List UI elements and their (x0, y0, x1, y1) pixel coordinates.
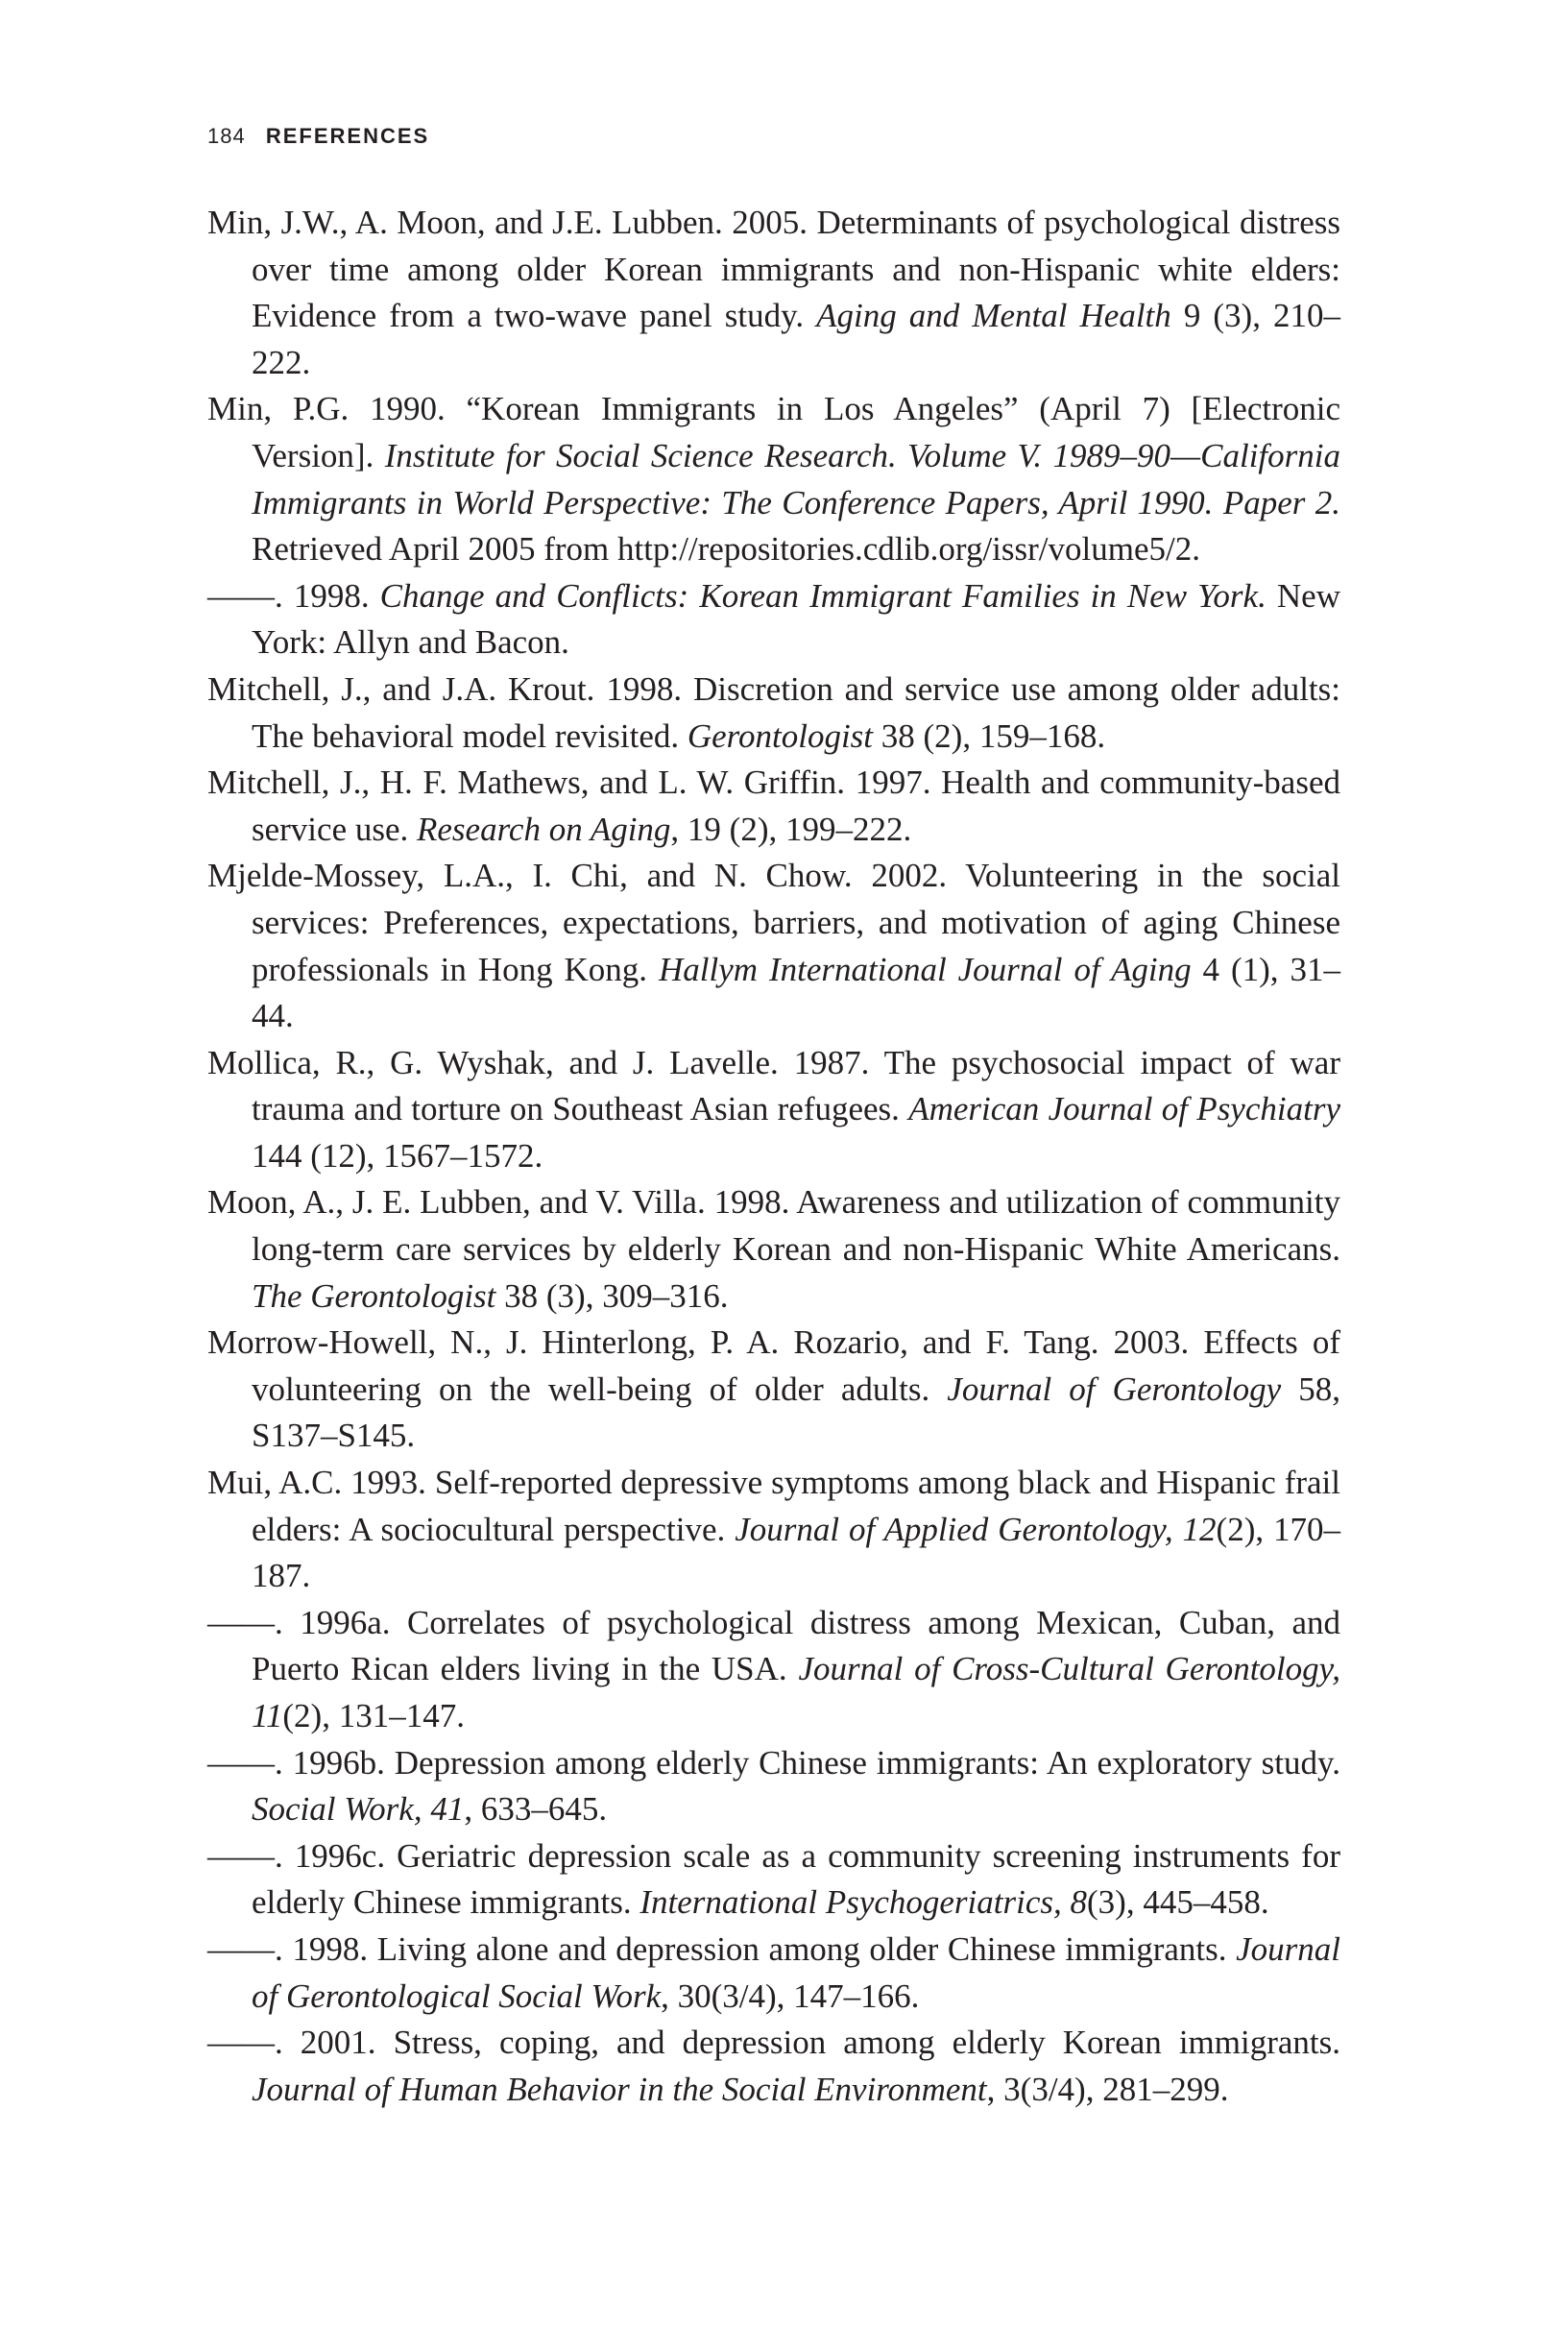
reference-text: ——. 1998. Living alone and depression among older Chinese immigrants. (207, 1929, 1237, 1968)
reference-source: Journal of Human Behavior in the Social Environment (252, 2070, 987, 2108)
reference-entry (207, 1320, 1340, 1460)
reference-details: , 3(3/4), 281–299. (986, 2070, 1229, 2108)
page-number: 184 (207, 124, 246, 148)
reference-details: Retrieved April 2005 from http://repositories.cdlib.org/issr/volume5/2. (252, 530, 1200, 569)
reference-entry (207, 1927, 1340, 2020)
reference-entry (207, 1460, 1340, 1600)
reference-source: Hallym International Journal of Aging (659, 950, 1192, 988)
reference-source: International Psychogeriatrics, 8 (639, 1883, 1088, 1922)
reference-text: ——. 2001. Stress, coping, and depression among elderly Korean immigrants. (207, 2024, 1340, 2062)
reference-source: Journal of Applied Gerontology, 12 (735, 1510, 1217, 1548)
reference-entry (207, 853, 1340, 1039)
reference-entry (207, 1600, 1340, 1740)
reference-source: Change and Conflicts: Korean Immigrant Families in New York. (379, 576, 1266, 615)
reference-source: The Gerontologist (252, 1276, 496, 1315)
reference-entry (207, 2020, 1340, 2113)
reference-details: 4 (1), 31–44. (252, 950, 1341, 1035)
running-head (207, 124, 429, 149)
reference-entry (207, 386, 1340, 572)
reference-text: ——. 1996b. Depression among elderly Chinese immigrants: An exploratory study. (207, 1743, 1340, 1782)
reference-details: , 19 (2), 199–222. (670, 810, 912, 848)
reference-entry (207, 200, 1340, 386)
reference-details: 38 (3), 309–316. (495, 1276, 729, 1315)
reference-text: Mollica, R., G. Wyshak, and J. Lavelle. 1987. The psychosocial impact of war trauma and torture on Southeast Asian refugees. (207, 1043, 1340, 1128)
reference-source: Institute for Social Science Research. Volume V. 1989–90—California Immigrants in World Perspective: The Conference Papers, April 1990. Paper 2. (252, 436, 1340, 521)
reference-details: (2), 170–187. (252, 1510, 1341, 1595)
reference-source: Research on Aging (417, 810, 671, 848)
reference-list (207, 200, 1340, 2113)
reference-text: ——. 1998. (207, 576, 380, 615)
reference-text: ——. 1996c. Geriatric depression scale as a community screening instruments for elderly Chinese immigrants. (207, 1836, 1340, 1922)
reference-entry (207, 667, 1340, 760)
reference-source: Aging and Mental Health (816, 297, 1171, 335)
reference-details: 9 (3), 210–222. (252, 297, 1340, 381)
reference-source: Journal of Gerontology (947, 1370, 1282, 1408)
reference-text: ——. 1996a. Correlates of psychological distress among Mexican, Cuban, and Puerto Rican elders living in the USA. (207, 1603, 1340, 1688)
reference-text: Mui, A.C. 1993. Self-reported depressive symptoms among black and Hispanic frail elders: A sociocultural perspective. (207, 1464, 1340, 1548)
reference-details: , 633–645. (464, 1790, 608, 1829)
reference-details: 144 (12), 1567–1572. (252, 1136, 543, 1175)
reference-text: Morrow-Howell, N., J. Hinterlong, P. A. Rozario, and F. Tang. 2003. Effects of volunteering on the well-being of older adults. (207, 1323, 1340, 1408)
reference-source: Gerontologist (687, 716, 874, 755)
reference-text: Mitchell, J., H. F. Mathews, and L. W. Griffin. 1997. Health and community-based service use. (207, 764, 1340, 848)
reference-text: Min, P.G. 1990. “Korean Immigrants in Los Angeles” (April 7) [Electronic Version]. (207, 390, 1340, 474)
reference-details: 38 (2), 159–168. (873, 716, 1106, 755)
reference-text: Moon, A., J. E. Lubben, and V. Villa. 1998. Awareness and utilization of community long-term care services by elderly Korean and non-Hispanic White Americans. (207, 1183, 1340, 1269)
reference-entry (207, 1833, 1340, 1927)
reference-details: 58, S137–S145. (252, 1370, 1340, 1455)
reference-entry (207, 573, 1340, 667)
reference-source: Social Work, 41 (252, 1790, 465, 1829)
reference-entry (207, 1740, 1340, 1833)
reference-source: Journal of Gerontological Social Work (252, 1929, 1340, 2015)
reference-source: Journal of Cross-Cultural Gerontology, 11 (252, 1650, 1340, 1734)
reference-entry (207, 1040, 1340, 1180)
reference-text: Mjelde-Mossey, L.A., I. Chi, and N. Chow. 2002. Volunteering in the social services: Preferences, expectations, barriers, and motivation of aging Chinese professionals in Hong Kong. (207, 857, 1340, 988)
reference-details: (3), 445–458. (1087, 1883, 1269, 1922)
reference-details: , 30(3/4), 147–166. (661, 1976, 920, 2015)
reference-details: (2), 131–147. (282, 1697, 465, 1734)
reference-text: Mitchell, J., and J.A. Krout. 1998. Discretion and service use among older adults: The behavioral model revisited. (207, 669, 1340, 755)
reference-source: American Journal of Psychiatry (908, 1090, 1340, 1128)
reference-entry (207, 760, 1340, 853)
reference-text: Min, J.W., A. Moon, and J.E. Lubben. 2005. Determinants of psychological distress over time among older Korean immigrants and non-Hispanic white elders: Evidence from a two-wave panel study. (207, 204, 1340, 335)
section-title: REFERENCES (265, 124, 430, 148)
reference-entry (207, 1179, 1340, 1320)
reference-details: New York: Allyn and Bacon. (252, 576, 1340, 662)
